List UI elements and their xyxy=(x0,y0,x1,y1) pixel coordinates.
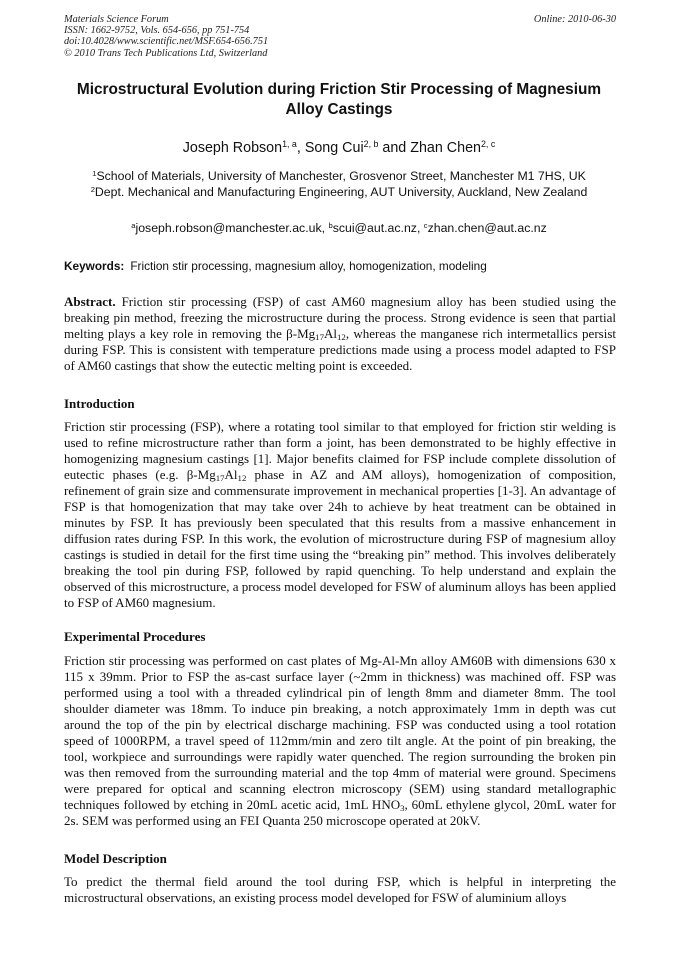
email-link[interactable]: zhan.chen@aut.ac.nz xyxy=(427,221,547,235)
online-date: Online: 2010-06-30 xyxy=(533,14,616,25)
issn-line: ISSN: 1662-9752, Vols. 654-656, pp 751-754 xyxy=(64,25,250,37)
email-separator: , xyxy=(416,221,424,235)
author-separator: , xyxy=(296,140,305,156)
author-list xyxy=(60,138,618,158)
author-affiliation-mark: 2, b xyxy=(363,139,379,150)
model-paragraph xyxy=(64,874,616,906)
affiliation-text: Dept. Mechanical and Manufacturing Engineering, AUT University, Auckland, New Zealand xyxy=(94,185,588,199)
email-mark: c xyxy=(423,220,428,230)
abstract-text xyxy=(64,294,616,373)
text-run: Friction stir processing was performed on cast plates of Mg-Al-Mn alloy AM60B with dimensions 630 x 115 x 39mm. Prior to FSP the as-cast surface layer (~2mm in thickness) was machined off. FSP was performed using a tool with a threaded cylindrical pin of length 8mm and diameter 8mm. The tool shoulder diameter was 18mm. To induce pin breaking, a notch approximately 1mm in depth was cut around the top of the pin by electrical discharge machining. FSP was conducted using a tool rotation speed of 1000RPM, a travel speed of 112mm/min and zero tilt angle. At the point of pin breaking, the tool, workpiece and surroundings were rapidly water quenched. The region surrounding the broken pin was then removed from the surrounding material and the top 4mm of material were ground. Specimens were prepared for optical and scanning electron microscopy (SEM) using standard metallographic techniques followed by etching in 20mL acetic acid, 1mL HNO xyxy=(64,653,616,812)
subscript: 3 xyxy=(400,803,405,814)
text-run: Al xyxy=(323,326,337,341)
section-heading-model: Model Description xyxy=(64,851,167,866)
email-mark: a xyxy=(131,220,136,230)
subscript: 17 xyxy=(315,332,324,343)
text-run: , whereas the manganese rich intermetallics persist during FSP. This is consistent with temperature predictions made using a process model adapted to FSP of AM60 castings that show the eutectic melting point is exceeded. xyxy=(64,326,616,373)
affiliations xyxy=(60,168,618,200)
journal-name: Materials Science Forum xyxy=(64,14,169,25)
journal-name-row xyxy=(64,14,616,25)
email-separator: , xyxy=(321,221,329,235)
section-heading-introduction: Introduction xyxy=(64,396,135,411)
copyright-line: © 2010 Trans Tech Publications Ltd, Switzerland xyxy=(64,47,268,59)
author-name: Joseph Robson xyxy=(182,140,283,156)
email-link[interactable]: scui@aut.ac.nz xyxy=(332,221,417,235)
text-run: , 60mL ethylene glycol, 20mL water for 2s. SEM was performed using an FEI Quanta 250 microscope operated at 20kV. xyxy=(64,797,616,828)
abstract-paragraph xyxy=(64,294,616,374)
text-run: Al xyxy=(224,467,238,482)
email-mark: b xyxy=(328,220,333,230)
email-link[interactable]: joseph.robson@manchester.ac.uk xyxy=(135,221,322,235)
journal-header xyxy=(64,14,616,59)
experimental-paragraph xyxy=(64,653,616,829)
keywords-label: Keywords: xyxy=(64,259,125,273)
keywords-text: Friction stir processing, magnesium alloy, homogenization, modeling xyxy=(130,259,487,273)
paper-title: Microstructural Evolution during Friction Stir Processing of Magnesium Alloy Castings xyxy=(76,81,602,118)
affiliation-mark: 1 xyxy=(92,168,97,178)
text-run: phase in AZ and AM alloys), homogenization of composition, refinement of grain size and commensurate improvement in mechanical properties [1-3]. An advantage of FSP is that homogenization that may take over 24h to achieve by heat treatment can be obtained in minutes by FSP. It has previously been speculated that this results from a massive enhancement in diffusion rates during FSP. In this work, the evolution of microstructure during FSP of magnesium alloy castings is studied in detail for the first time using the “breaking pin” method. This involves deliberately breaking the tool pin during FSP, followed by rapid quenching. To help understand and explain the observed of this microstructure, a process model developed for FSW of aluminum alloys has been applied to FSP of AM60 magnesium. xyxy=(64,467,616,610)
affiliation-mark: 2 xyxy=(90,184,95,194)
author-and: and xyxy=(378,140,411,156)
abstract-label: Abstract. xyxy=(64,294,116,309)
author-name: Song Cui xyxy=(304,140,364,156)
author-name: Zhan Chen xyxy=(410,140,481,156)
email-list xyxy=(60,220,618,236)
text-run: To predict the thermal field around the tool during FSP, which is helpful in interpreting the microstructural observations, an existing process model developed for FSW of aluminium alloys xyxy=(64,874,616,905)
text-run: Friction stir processing (FSP) of cast AM60 magnesium alloy has been studied using the breaking pin method, freezing the microstructure during the process. Strong evidence is seen that partial melting plays a key role in removing the β-Mg xyxy=(64,294,616,341)
text-run: Friction stir processing (FSP), where a rotating tool similar to that employed for friction stir welding is used to refine microstructure rather than form a joint, has been demonstrated to be highly effective in homogenizing magnesium castings [1]. Major benefits claimed for FSP include complete dissolution of eutectic phases (e.g. β-Mg xyxy=(64,419,616,482)
subscript: 17 xyxy=(215,473,225,484)
author-affiliation-mark: 2, c xyxy=(480,139,496,150)
affiliation-line xyxy=(60,184,618,200)
section-heading-experimental: Experimental Procedures xyxy=(64,629,206,644)
subscript: 12 xyxy=(237,473,247,484)
keywords xyxy=(64,258,616,274)
affiliation-line xyxy=(60,168,618,184)
affiliation-text: School of Materials, University of Manchester, Grosvenor Street, Manchester M1 7HS, UK xyxy=(96,169,586,183)
introduction-paragraph xyxy=(64,419,616,611)
author-affiliation-mark: 1, a xyxy=(282,139,297,150)
subscript: 12 xyxy=(336,332,346,343)
doi-line: doi:10.4028/www.scientific.net/MSF.654-656.751 xyxy=(64,36,269,48)
